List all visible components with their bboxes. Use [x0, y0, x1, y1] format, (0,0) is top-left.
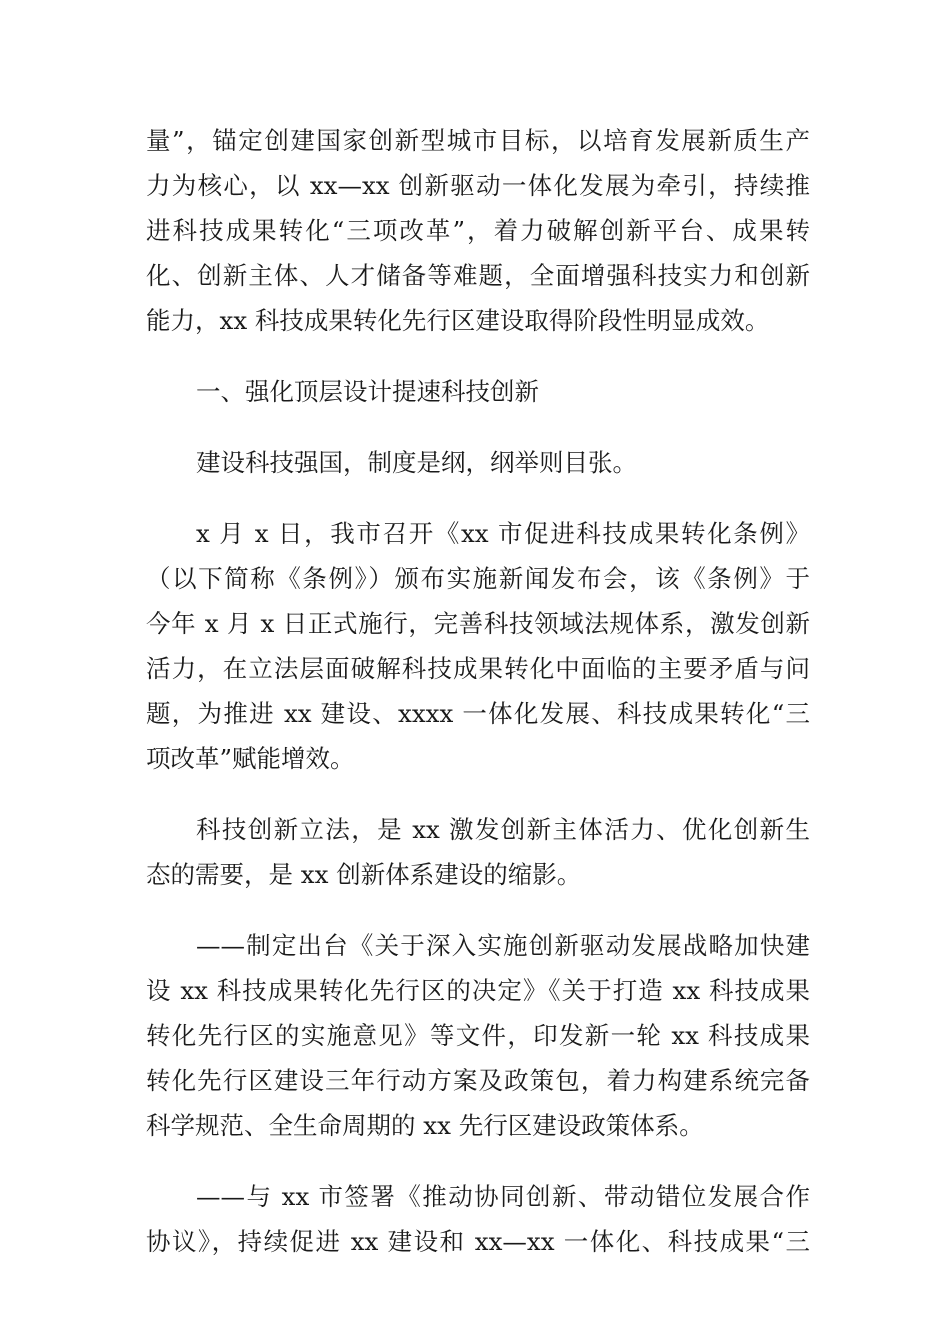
text-line: 设 xx 科技成果转化先行区的决定》《关于打造 xx 科技成果 — [146, 976, 810, 1005]
text-line: 今年 x 月 x 日正式施行，完善科技领域法规体系，激发创新 — [146, 609, 810, 638]
text-line: ——与 xx 市签署《推动协同创新、带动错位发展合作 — [196, 1182, 810, 1211]
text-line: 力为核心，以 xx—xx 创新驱动一体化发展为牵引，持续推 — [146, 171, 810, 200]
text-line: 活力，在立法层面破解科技成果转化中面临的主要矛盾与问 — [146, 654, 810, 683]
text-line: 量”，锚定创建国家创新型城市目标，以培育发展新质生产 — [146, 126, 810, 155]
paragraph-gap — [146, 897, 810, 923]
text-line: 科技创新立法，是 xx 激发创新主体活力、优化创新生 — [196, 815, 810, 844]
text-line: ——制定出台《关于深入实施创新驱动发展战略加快建 — [196, 931, 810, 960]
text-line: 能力，xx 科技成果转化先行区建设取得阶段性明显成效。 — [146, 306, 770, 335]
section-heading — [146, 369, 810, 414]
paragraph — [146, 1174, 810, 1264]
text-line: 项改革”赋能增效。 — [146, 744, 355, 773]
text-line: （以下简称《条例》）颁布实施新闻发布会，该《条例》于 — [146, 564, 810, 593]
paragraph — [146, 511, 810, 781]
text-line: x 月 x 日，我市召开《xx 市促进科技成果转化条例》 — [196, 519, 810, 548]
text-line: 一、强化顶层设计提速科技创新 — [196, 377, 539, 406]
paragraph-gap — [146, 1148, 810, 1174]
text-line: 科学规范、全生命周期的 xx 先行区建设政策体系。 — [146, 1111, 704, 1140]
text-line: 进科技成果转化“三项改革”，着力破解创新平台、成果转 — [146, 216, 810, 245]
text-line: 转化先行区的实施意见》等文件，印发新一轮 xx 科技成果 — [146, 1021, 810, 1050]
text-line: 协议》，持续促进 xx 建设和 xx—xx 一体化、科技成果“三 — [146, 1227, 810, 1256]
paragraph — [146, 118, 810, 343]
paragraph — [146, 923, 810, 1148]
paragraph-gap — [146, 414, 810, 440]
text-line: 转化先行区建设三年行动方案及政策包，着力构建系统完备 — [146, 1066, 810, 1095]
text-line: 题，为推进 xx 建设、xxxx 一体化发展、科技成果转化“三 — [146, 699, 810, 728]
paragraph — [146, 807, 810, 897]
text-line: 建设科技强国，制度是纲，纲举则目张。 — [196, 448, 637, 477]
text-line: 化、创新主体、人才储备等难题，全面增强科技实力和创新 — [146, 261, 810, 290]
text-line: 态的需要，是 xx 创新体系建设的缩影。 — [146, 860, 582, 889]
paragraph-gap — [146, 343, 810, 369]
paragraph-gap — [146, 781, 810, 807]
paragraph-gap — [146, 485, 810, 511]
paragraph — [146, 440, 810, 485]
document-page — [146, 118, 810, 1264]
